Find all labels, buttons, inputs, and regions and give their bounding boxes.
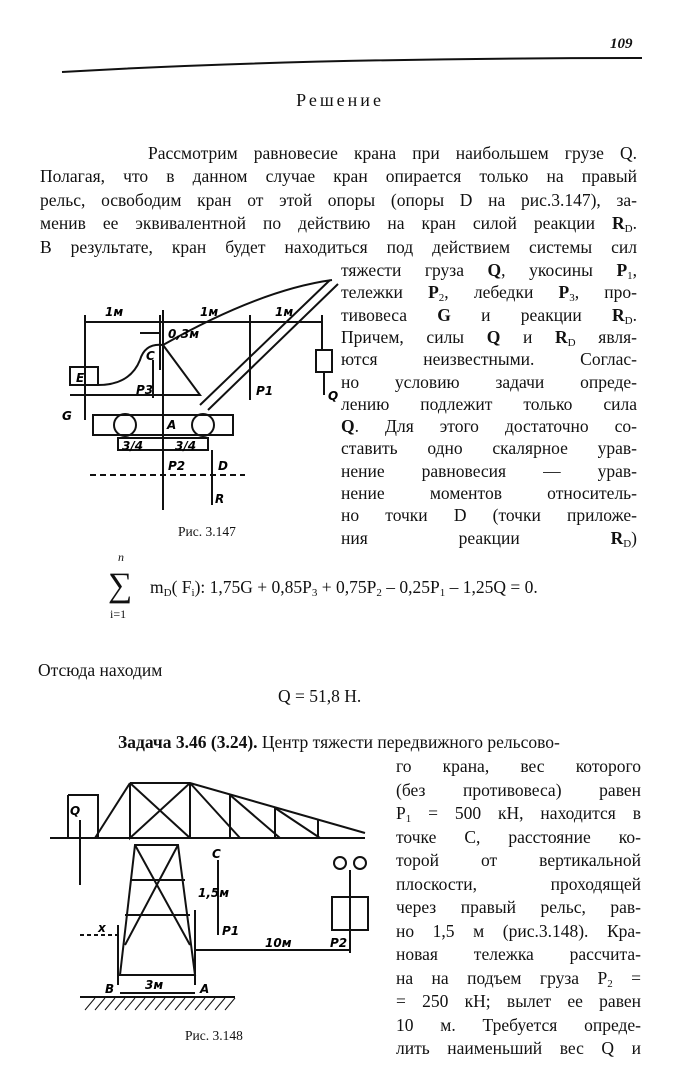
- text-segment: ): [631, 527, 637, 548]
- text-line: [396, 990, 641, 1012]
- text-line: [396, 873, 641, 895]
- text-line: [396, 1014, 641, 1036]
- text-line: [341, 482, 637, 504]
- svg-text:C: C: [212, 847, 221, 861]
- text-segment: 1: [405, 813, 412, 825]
- text-segment: но условию задачи опреде-: [341, 371, 637, 392]
- text-line: [396, 802, 641, 824]
- figure-3-147-caption: Рис. 3.147: [178, 524, 236, 539]
- text-segment: но 1,5 м (рис.3.148). Кра-: [396, 920, 641, 941]
- text-line: [40, 189, 637, 211]
- svg-text:P1: P1: [256, 384, 274, 398]
- text-segment: , лебедки: [444, 282, 559, 303]
- text-line: [40, 236, 637, 258]
- svg-text:R: R: [215, 492, 225, 506]
- svg-text:B: B: [105, 982, 115, 996]
- text-segment: =: [612, 967, 642, 988]
- text-segment: .: [632, 213, 637, 234]
- text-segment: В результате, кран будет находиться под действием системы сил: [40, 236, 637, 257]
- text-line: [341, 348, 637, 370]
- text-segment: R: [555, 326, 568, 347]
- hence-text: Отсюда находим: [38, 660, 163, 680]
- text-segment: 1: [439, 587, 446, 599]
- text-segment: 2: [376, 587, 382, 599]
- text-segment: D: [624, 223, 633, 236]
- svg-text:0,3м: 0,3м: [168, 327, 200, 341]
- svg-text:P2: P2: [330, 936, 348, 950]
- text-segment: ( F: [171, 577, 192, 597]
- text-segment: менив ее эквивалентной по действию на кран силой реакции: [40, 213, 613, 234]
- svg-text:P3: P3: [136, 383, 154, 397]
- text-segment: тяжести груза: [341, 260, 488, 280]
- text-segment: 3: [311, 587, 318, 599]
- svg-text:1,5м: 1,5м: [198, 886, 230, 900]
- text-segment: D: [624, 314, 633, 327]
- svg-text:3/4: 3/4: [175, 439, 197, 453]
- text-segment: ,: [632, 260, 638, 280]
- text-line: [341, 460, 637, 482]
- text-line: [341, 281, 637, 303]
- text-segment: P: [558, 282, 570, 303]
- text-segment: и: [500, 326, 556, 347]
- text-segment: тивовеса: [341, 304, 438, 325]
- problem-title: Задача 3.46 (3.24).: [118, 732, 258, 752]
- text-segment: P: [616, 260, 628, 280]
- text-segment: нение равновесия — урав-: [341, 460, 637, 481]
- text-segment: G: [437, 304, 451, 325]
- text-segment: лить наименьший вес Q и: [396, 1038, 641, 1058]
- svg-text:Q: Q: [70, 804, 81, 818]
- svg-text:A: A: [200, 982, 210, 996]
- text-segment: Q: [341, 416, 355, 437]
- text-segment: ставить одно скалярное урав-: [341, 438, 637, 459]
- moment-equation: [150, 577, 538, 597]
- text-segment: плоскости, проходящей: [396, 873, 641, 894]
- text-segment: Q: [487, 260, 502, 280]
- text-segment: нение моментов относитель-: [341, 483, 637, 503]
- text-segment: – 0,25P: [381, 577, 440, 597]
- svg-text:D: D: [218, 459, 228, 473]
- sum-lower-limit: i=1: [110, 607, 127, 621]
- text-segment: D: [623, 537, 632, 550]
- text-segment: R: [610, 527, 624, 548]
- text-segment: i: [191, 587, 195, 599]
- sum-symbol: ∑: [108, 567, 133, 604]
- text-line: [396, 896, 641, 918]
- text-segment: ): 1,75G + 0,85P: [194, 577, 312, 597]
- problem-heading-line: [118, 732, 560, 752]
- svg-text:1м: 1м: [105, 305, 124, 319]
- text-segment: 2: [438, 292, 445, 305]
- text-segment: P: [428, 282, 439, 303]
- text-segment: рельс, освободим кран от этой опоры (опоры D на рис.3.147), за-: [40, 189, 637, 210]
- text-segment: на на подъем груза P: [396, 967, 608, 988]
- text-segment: Полагая, что в данном случае кран опирается только на правый: [40, 166, 637, 187]
- text-segment: но точки D (точки приложе-: [341, 505, 637, 526]
- text-line: [396, 967, 641, 989]
- text-line: [396, 1037, 641, 1059]
- text-line: [341, 304, 637, 326]
- svg-text:G: G: [62, 409, 72, 423]
- text-segment: D: [567, 336, 576, 349]
- svg-text:Q: Q: [328, 389, 339, 403]
- text-segment: , укосины: [501, 260, 617, 280]
- text-line: [40, 212, 637, 234]
- text-segment: .: [632, 304, 637, 325]
- text-segment: точке С, расстояние ко-: [396, 826, 641, 847]
- figure-3-148-tower-crane-diagram: [40, 775, 370, 1005]
- svg-text:P1: P1: [222, 924, 240, 938]
- text-segment: = 500 кН, находится в: [411, 803, 641, 823]
- text-line: [341, 415, 637, 437]
- text-segment: D: [163, 587, 172, 599]
- text-segment: Рассмотрим равновесие крана при наибольшем грузе Q.: [148, 143, 637, 163]
- text-segment: через правый рельс, рав-: [396, 897, 641, 917]
- text-line: [396, 755, 641, 777]
- text-segment: P: [396, 803, 406, 823]
- svg-text:1м: 1м: [275, 305, 294, 319]
- text-line: [341, 527, 637, 549]
- svg-text:E: E: [76, 371, 85, 385]
- text-line: [396, 920, 641, 942]
- page-number: 109: [610, 36, 633, 52]
- text-line: [341, 437, 637, 459]
- text-segment: – 1,25Q = 0.: [445, 577, 538, 597]
- figure-3-148-caption: Рис. 3.148: [185, 1028, 243, 1043]
- text-segment: R: [612, 304, 625, 325]
- text-line: [341, 504, 637, 526]
- text-segment: , про-: [574, 282, 637, 303]
- text-segment: m: [150, 577, 164, 597]
- text-line: [40, 165, 637, 187]
- text-segment: 3: [569, 292, 575, 305]
- svg-text:C: C: [146, 349, 155, 363]
- text-segment: 2: [607, 977, 613, 990]
- section-heading: Решение: [296, 90, 384, 110]
- text-line: [148, 142, 637, 164]
- text-segment: явля-: [575, 326, 637, 347]
- text-line: [396, 943, 641, 965]
- text-segment: 10 м. Требуется опреде-: [396, 1014, 641, 1035]
- result-equation: Q = 51,8 Н.: [278, 686, 362, 706]
- svg-text:A: A: [167, 418, 177, 432]
- text-segment: тележки: [341, 282, 429, 303]
- text-segment: Q: [486, 326, 501, 347]
- text-segment: и реакции: [450, 304, 613, 325]
- text-line: [341, 371, 637, 393]
- text-segment: торой от вертикальной: [396, 850, 641, 870]
- text-segment: ния реакции: [341, 527, 611, 548]
- text-segment: го крана, вес которого: [396, 756, 641, 776]
- svg-text:3м: 3м: [145, 978, 164, 992]
- problem-first-line: Центр тяжести передвижного рельсово-: [257, 732, 560, 752]
- text-line: [341, 393, 637, 415]
- svg-text:10м: 10м: [265, 936, 292, 950]
- figure-3-147-crane-diagram: [60, 270, 340, 510]
- text-line: [396, 826, 641, 848]
- text-line: [341, 326, 637, 348]
- text-line: [396, 779, 641, 801]
- svg-text:P2: P2: [168, 459, 186, 473]
- header-rule: [0, 0, 680, 80]
- svg-text:1м: 1м: [200, 305, 219, 319]
- text-segment: + 0,75P: [317, 577, 377, 597]
- text-segment: новая тележка рассчита-: [396, 944, 641, 964]
- text-segment: . Для этого достаточно со-: [354, 416, 637, 437]
- text-segment: R: [612, 213, 625, 234]
- sum-upper-limit: n: [118, 550, 124, 564]
- text-line: [341, 259, 637, 281]
- text-segment: лению подлежит только сила: [341, 393, 637, 414]
- text-segment: ются неизвестными. Соглас-: [341, 349, 637, 370]
- text-segment: 1: [627, 270, 633, 282]
- text-segment: (без противовеса) равен: [396, 779, 641, 800]
- text-segment: Причем, силы: [341, 326, 487, 347]
- text-segment: = 250 кН; вылет ее равен: [396, 991, 641, 1011]
- svg-text:x: x: [98, 921, 106, 935]
- svg-text:3/4: 3/4: [122, 439, 144, 453]
- text-line: [396, 849, 641, 871]
